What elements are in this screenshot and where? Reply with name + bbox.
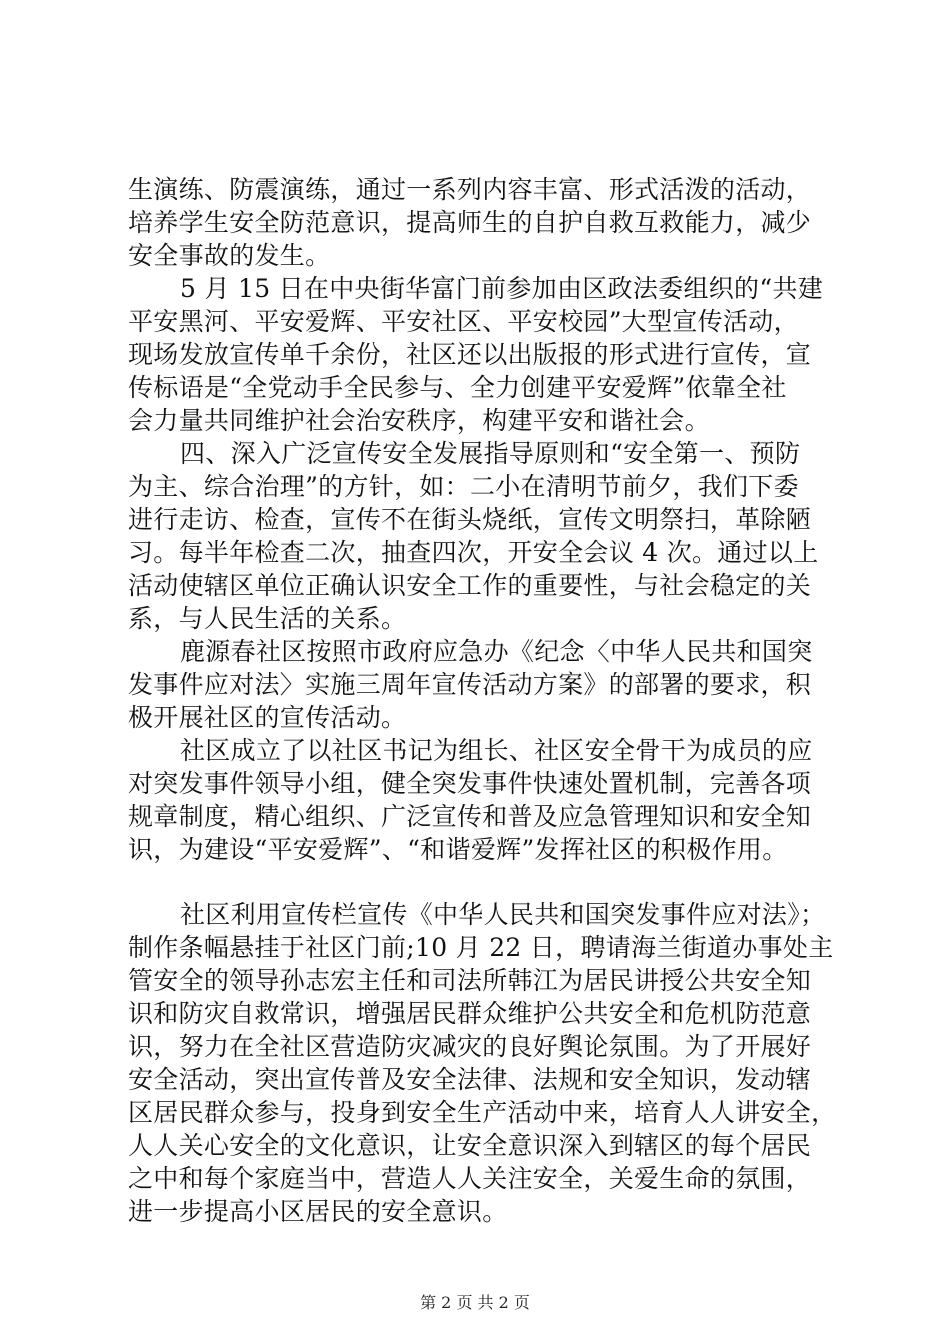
body-line: 进行走访、检查，宣传不在街头烧纸，宣传文明祭扫，革除陋 (128, 505, 812, 534)
body-line: 极开展社区的宣传活动。 (128, 703, 407, 732)
body-line: 5 月 15 日在中央街华富门前参加由区政法委组织的“共建 (180, 274, 824, 303)
body-line: 系，与人民生活的关系。 (128, 604, 407, 633)
body-line: 鹿源春社区按照市政府应急办《纪念〈中华人民共和国突 (180, 637, 813, 666)
body-line: 现场发放宣传单千余份，社区还以出版报的形式进行宣传，宣 (128, 340, 812, 369)
body-line: 传标语是“全党动手全民参与、全力创建平安爱辉”依靠全社 (128, 373, 787, 402)
body-line: 活动使辖区单位正确认识安全工作的重要性，与社会稳定的关 (128, 571, 812, 600)
body-line: 识，为建设“平安爱辉”、“和谐爱辉”发挥社区的积极作用。 (128, 835, 788, 864)
body-line: 培养学生安全防范意识，提高师生的自护自救互救能力，减少 (128, 208, 812, 237)
body-line: 对突发事件领导小组，健全突发事件快速处置机制，完善各项 (128, 769, 812, 798)
page-number-footer: 第 2 页 共 2 页 (420, 1293, 530, 1312)
body-line: 发事件应对法〉实施三周年宣传活动方案》的部署的要求，积 (128, 670, 812, 699)
body-line: 会力量共同维护社会治安秩序，构建平安和谐社会。 (128, 406, 710, 435)
body-line: 识和防灾自救常识，增强居民群众维护公共安全和危机防范意 (128, 999, 812, 1028)
body-line: 习。每半年检查二次，抽查四次，开安全会议 4 次。通过以上 (128, 538, 819, 567)
body-line: 规章制度，精心组织、广泛宣传和普及应急管理知识和安全知 (128, 802, 812, 831)
body-line: 为主、综合治理”的方针，如：二小在清明节前夕，我们下委 (128, 472, 799, 501)
body-line: 制作条幅悬挂于社区门前;10 月 22 日，聘请海兰街道办事处主 (128, 933, 834, 962)
body-line: 平安黑河、平安爱辉、平安社区、平安校园”大型宣传活动， (128, 307, 799, 336)
body-line: 人人关心安全的文化意识，让安全意识深入到辖区的每个居民 (128, 1131, 812, 1160)
body-line: 社区利用宣传栏宣传《中华人民共和国突发事件应对法》； (180, 900, 826, 929)
body-line: 四、深入广泛宣传安全发展指导原则和“安全第一、预防 (180, 439, 801, 468)
body-line: 之中和每个家庭当中，营造人人关注安全，关爱生命的氛围， (128, 1164, 812, 1193)
body-line: 社区成立了以社区书记为组长、社区安全骨干为成员的应 (180, 736, 813, 765)
body-line: 进一步提高小区居民的安全意识。 (128, 1197, 508, 1226)
body-line: 安全活动，突出宣传普及安全法律、法规和安全知识，发动辖 (128, 1065, 812, 1094)
body-line: 生演练、防震演练，通过一系列内容丰富、形式活泼的活动， (128, 175, 812, 204)
body-line: 区居民群众参与，投身到安全生产活动中来，培育人人讲安全， (128, 1098, 837, 1127)
body-line: 管安全的领导孙志宏主任和司法所韩江为居民讲授公共安全知 (128, 966, 812, 995)
body-line: 安全事故的发生。 (128, 241, 331, 270)
body-line: 识，努力在全社区营造防灾减灾的良好舆论氛围。为了开展好 (128, 1032, 812, 1061)
